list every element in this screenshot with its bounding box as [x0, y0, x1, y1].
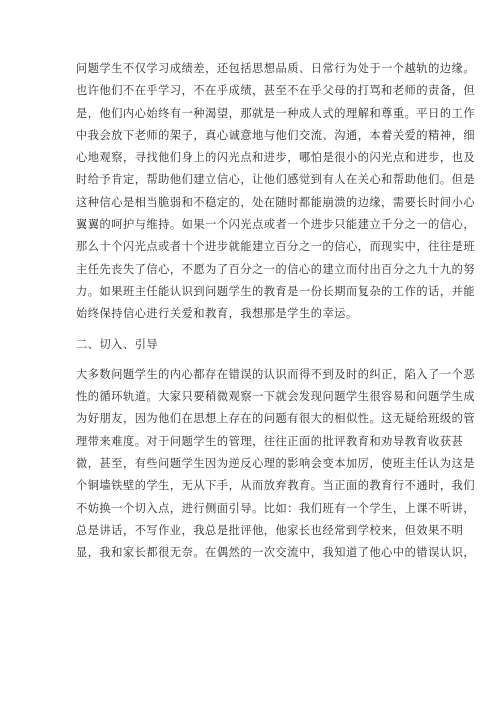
text-line: 是，他们内心始终有一种渴望，那就是一种成人式的理解和尊重。平日的工作	[76, 106, 476, 120]
text-line: 主任先丧失了信心，不愿为了百分之一的信心的建立而付出百分之九十九的努	[76, 262, 476, 276]
text-line: 力。如果班主任能认识到问题学生的教育是一份长期而复杂的工作的话，并能	[76, 284, 476, 298]
text-line: 也许他们不在乎学习，不在乎成绩，甚至不在乎父母的打骂和老师的责备，但	[76, 84, 476, 98]
spacer	[76, 356, 428, 364]
text-line: 翼翼的呵护与维持。如果一个闪光点或者一个进步只能建立千分之一的信心，	[76, 218, 476, 232]
text-line: 个铜墙铁壁的学生，无从下手，从而放弃教育。当正面的教育行不通时，我们	[76, 479, 476, 493]
spacer	[76, 326, 428, 334]
text-line: 大多数问题学生的内心都存在错误的认识而得不到及时的纠正，陷入了一个恶	[76, 367, 476, 381]
paragraph-1	[76, 58, 476, 326]
section-heading: 二、切入、引导	[76, 337, 159, 351]
text-line: 心地观察，寻找他们身上的闪光点和进步，哪怕是很小的闪光点和进步，也及	[76, 151, 476, 165]
text-line: 中我会放下老师的架子，真心诚意地与他们交流、沟通，本着关爱的精神，细	[76, 128, 476, 142]
text-line: 性的循环轨道。大家只要稍微观察一下就会发现问题学生很容易和问题学生成	[76, 390, 476, 404]
text-line: 时给予肯定，帮助他们建立信心，让他们感觉到有人在关心和帮助他们。但是	[76, 173, 476, 187]
text-line: 不妨换一个切入点，进行侧面引导。比如：我们班有一个学生，上课不听讲，	[76, 501, 476, 515]
text-line: 微，甚至，有些问题学生因为逆反心理的影响会变本加厉，使班主任认为这是	[76, 457, 476, 471]
text-line: 那么十个闪光点或者十个进步就能建立百分之一的信心，而现实中，往往是班	[76, 240, 476, 254]
text-line: 显，我和家长都很无奈。在偶然的一次交流中，我知道了他心中的错误认识，	[76, 546, 476, 560]
text-line: 为好朋友，因为他们在思想上存在的问题有很大的相似性。这无疑给班级的管	[76, 412, 476, 426]
text-line: 始终保持信心进行关爱和教育，我想那是学生的幸运。	[76, 307, 358, 321]
paragraph-2	[76, 364, 476, 565]
text-line: 总是讲话，不写作业，我总是批评他，他家长也经常到学校来，但效果不明	[76, 523, 464, 537]
text-line: 问题学生不仅学习成绩差，还包括思想品质、日常行为处于一个越轨的边缘。	[76, 62, 476, 75]
text-line: 理带来难度。对于问题学生的管理，往往正面的批评教育和劝导教育收获甚	[76, 434, 464, 448]
text-line: 这种信心是相当脆弱和不稳定的，处在随时都能崩溃的边缘，需要长时间小心	[76, 195, 476, 209]
document-body	[76, 58, 476, 565]
